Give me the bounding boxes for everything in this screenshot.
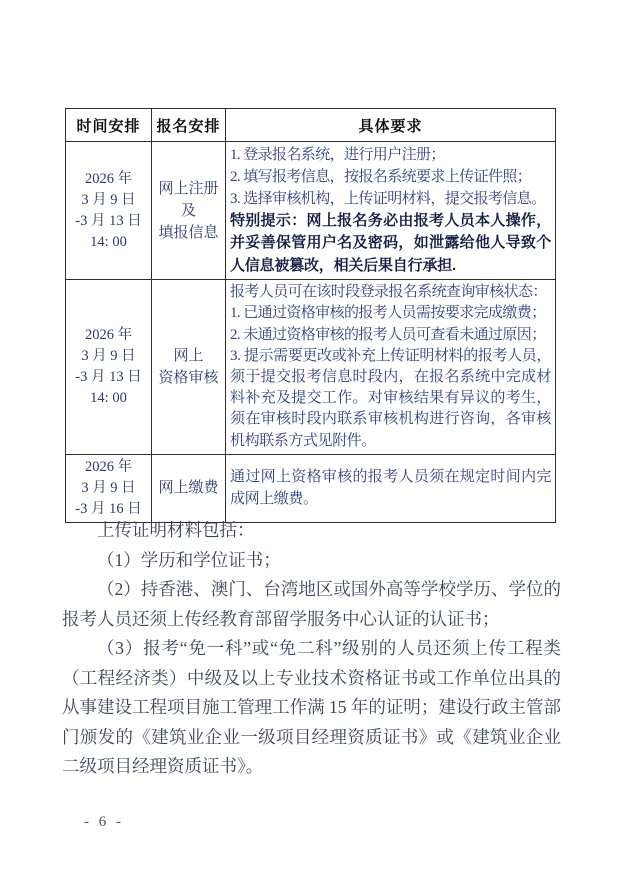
- paragraph-upload-materials-intro: 上传证明材料包括：: [97, 520, 255, 540]
- stage-line: 填报信息: [158, 224, 219, 241]
- time-line: -3 月 13 日: [75, 369, 142, 386]
- time-line: 3 月 9 日: [81, 191, 136, 208]
- time-line: 14: 00: [90, 233, 127, 250]
- table-row: [66, 142, 556, 280]
- detail-line: 2. 未通过资格审核的报考人员可查看未通过原因；: [230, 326, 546, 343]
- detail-line: 报考人员可在该时段登录报名系统查询审核状态：: [230, 284, 547, 301]
- table-row: [66, 454, 556, 522]
- cell-stage-row3: [152, 454, 226, 522]
- cell-time-row1: [66, 142, 152, 280]
- body-text-block: [62, 516, 561, 782]
- header-registration-arrangement: 报名安排: [152, 109, 226, 142]
- paragraph-item-1: （1）学历和学位证书；: [97, 549, 281, 570]
- cell-time-row3: [66, 454, 152, 522]
- time-line: 2026 年: [84, 458, 133, 475]
- time-line: 3 月 9 日: [81, 348, 136, 365]
- stage-line: 网上缴费: [158, 480, 219, 497]
- stage-line: 网上注册: [158, 180, 219, 197]
- paragraph-item-2: （2）持香港、澳门、台湾地区或国外高等学校学历、学位的报考人员还须上传经教育部留学服务中心认证的认证书；: [62, 579, 561, 629]
- detail-line: 1. 已通过资格审核的报考人员需按要求完成缴费；: [230, 305, 546, 322]
- cell-stage-row2: [152, 280, 226, 455]
- detail-line: 3. 提示需要更改或补充上传证明材料的报考人员，须于提交报考信息时段内，在报名系统中完成材料补充及提交工作。对审核结果有异议的考生，须在审核时段内联系审核机构进行咨询，各审核机构联系方式见附件。: [230, 347, 551, 449]
- time-line: 2026 年: [84, 327, 133, 344]
- paragraph-item-3: （3）报考“免一科”或“免二科”级别的人员还须上传工程类（工程经济类）中级及以上专业技术资格证书或工作单位出具的从事建设工程项目施工管理工作满 15 年的证明；建设行政主管部门颁发的《建筑业企业一级项目经理资质证书》或《建筑业企业二级项目经理资质证书》。: [62, 638, 561, 776]
- time-line: -3 月 13 日: [75, 212, 142, 229]
- detail-line: 通过网上资格审核的报考人员须在规定时间内完成网上缴费。: [230, 469, 551, 508]
- detail-line: 3. 选择审核机构，上传证明材料，提交报考信息。: [230, 191, 546, 207]
- detail-line: 2. 填写报考信息，按报名系统要求上传证件照；: [230, 169, 532, 185]
- special-notice-text: 特别提示：网上报名务必由报考人员本人操作，并妥善保管用户名及密码，如泄露给他人导致个人信息被篡改，相关后果自行承担.: [230, 212, 551, 274]
- time-line: 14: 00: [90, 390, 127, 407]
- stage-line: 资格审核: [158, 370, 219, 387]
- cell-details-row2: [226, 280, 556, 455]
- header-time-arrangement: 时间安排: [66, 109, 152, 142]
- page-number: - 6 -: [84, 814, 124, 830]
- header-specific-requirements: 具体要求: [226, 109, 556, 142]
- cell-stage-row1: [152, 142, 226, 280]
- time-line: 2026 年: [84, 170, 133, 187]
- table-row: [66, 280, 556, 455]
- time-line: -3 月 16 日: [75, 500, 142, 517]
- stage-line: 及: [180, 202, 196, 219]
- cell-details-row3: [226, 454, 556, 522]
- time-line: 3 月 9 日: [81, 479, 136, 496]
- stage-line: 网上: [173, 348, 204, 365]
- cell-details-row1: [226, 142, 556, 280]
- registration-schedule-table: [65, 108, 556, 523]
- table-header-row: [66, 109, 556, 142]
- cell-time-row2: [66, 280, 152, 455]
- detail-line: 1. 登录报名系统，进行用户注册；: [230, 147, 445, 163]
